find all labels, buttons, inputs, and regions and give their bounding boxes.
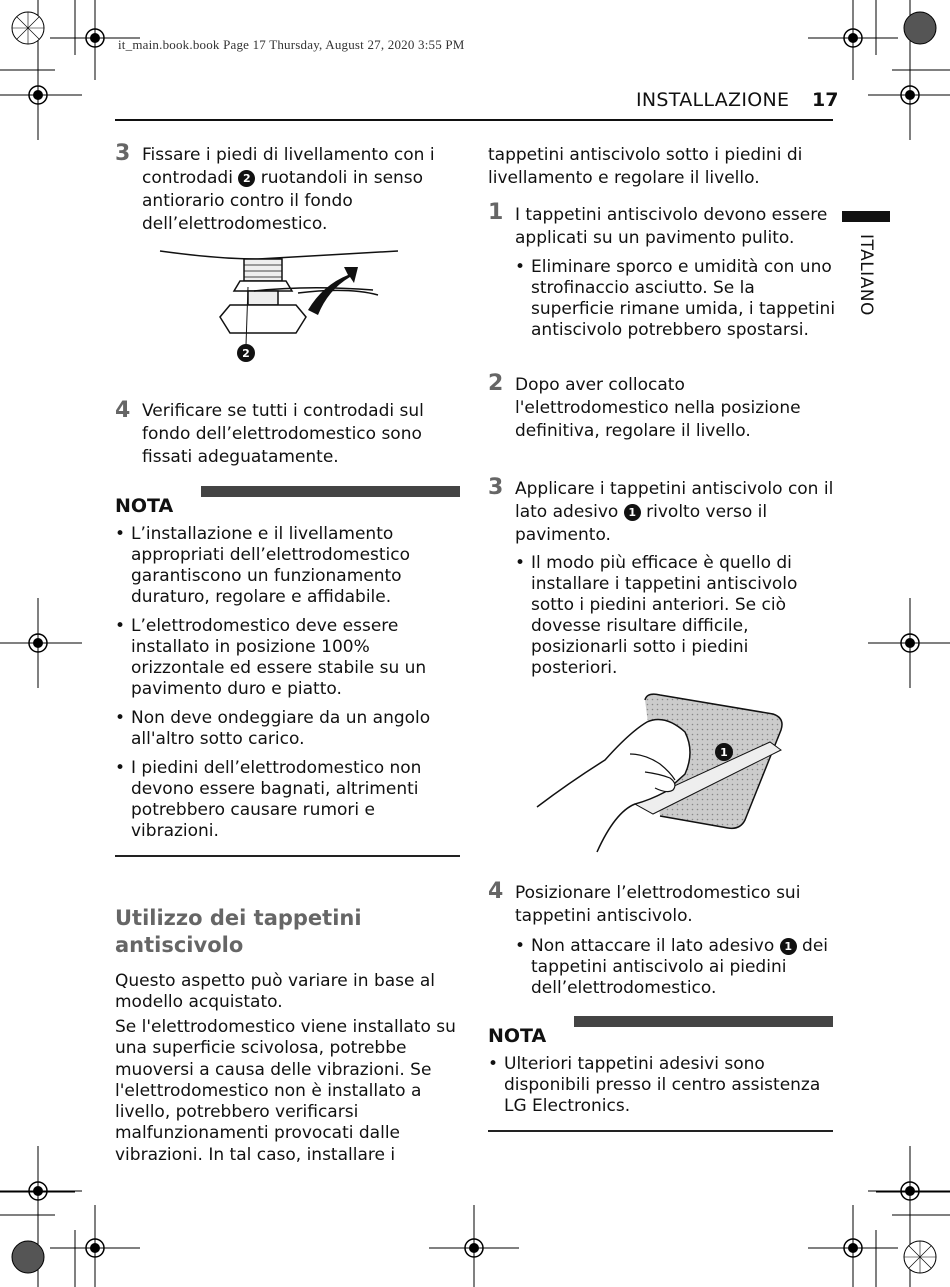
anti-slip-pad-illustration bbox=[535, 692, 795, 862]
nota-bar bbox=[574, 1016, 833, 1027]
step-number: 4 bbox=[488, 879, 504, 904]
section-header: INSTALLAZIONE bbox=[636, 89, 790, 111]
step-number: 3 bbox=[115, 141, 131, 166]
step-text: Applicare i tappetini antiscivolo con il lato adesivo 1 rivolto verso il pavimento. bbox=[515, 479, 834, 545]
step-text: Verificare se tutti i controdadi sul fondo dell’elettrodomestico sono fissati adeguatamente. bbox=[142, 401, 424, 467]
step-number: 1 bbox=[488, 200, 504, 225]
nota-end-rule bbox=[488, 1130, 833, 1132]
step-bullet: • Eliminare sporco e umidità con uno strofinaccio asciutto. Se la superficie rimane umida, i tappetini antiscivolo potrebbero spostarsi. bbox=[515, 257, 851, 341]
step-bullet: • Il modo più efficace è quello di installare i tappetini antiscivolo sotto i piedini anteriori. Se ciò dovesse risultare difficile, posizionarli sotto i piedini posteriori. bbox=[515, 553, 851, 679]
section-title: Utilizzo dei tappetini antiscivolo bbox=[115, 906, 362, 957]
nota-title: NOTA bbox=[488, 1025, 547, 1047]
nota-title: NOTA bbox=[115, 495, 174, 517]
nota-item: • Non deve ondeggiare da un angolo all'altro sotto carico. bbox=[115, 708, 471, 750]
paragraph: Se l'elettrodomestico viene installato su una superficie scivolosa, potrebbe muoversi a causa delle vibrazioni. Se l'elettrodomestico non è installato a livello, potrebbero verificarsi malfunzionamenti provocati dalle vibrazioni. In tal caso, installare i bbox=[115, 1017, 456, 1165]
step-text: I tappetini antiscivolo devono essere applicati su un pavimento pulito. bbox=[515, 205, 828, 248]
paragraph: tappetini antiscivolo sotto i piedini di livellamento e regolare il livello. bbox=[488, 145, 803, 188]
step-number: 3 bbox=[488, 475, 504, 500]
fig2-callout: 1 bbox=[720, 746, 728, 759]
nota-item: • L’installazione e il livellamento appropriati dell’elettrodomestico garantiscono un funzionamento duraturo, regolare e affidabile. bbox=[115, 524, 471, 608]
step-bullet: • Non attaccare il lato adesivo 1 dei tappetini antiscivolo ai piedini dell’elettrodomestico. bbox=[515, 936, 851, 999]
nota-end-rule bbox=[115, 855, 460, 857]
leveling-foot-illustration bbox=[158, 245, 398, 375]
page-number: 17 bbox=[812, 89, 839, 111]
callout-1: 1 bbox=[624, 504, 641, 521]
step-text: Fissare i piedi di livellamento con i controdadi 2 ruotandoli in senso antiorario contro il fondo dell’elettrodomestico. bbox=[142, 145, 435, 234]
nota-item: • L’elettrodomestico deve essere installato in posizione 100% orizzontale ed essere stabile su un pavimento duro e piatto. bbox=[115, 616, 471, 700]
nota-item: • I piedini dell’elettrodomestico non devono essere bagnati, altrimenti potrebbero causare rumori e vibrazioni. bbox=[115, 758, 471, 842]
callout-1: 1 bbox=[780, 938, 797, 955]
language-label: ITALIANO bbox=[856, 234, 876, 316]
header-rule bbox=[115, 119, 833, 121]
paragraph: Questo aspetto può variare in base al modello acquistato. bbox=[115, 971, 436, 1012]
fig1-callout: 2 bbox=[242, 347, 250, 360]
step-text: Dopo aver collocato l'elettrodomestico nella posizione definitiva, regolare il livello. bbox=[515, 375, 801, 441]
print-header: it_main.book.book Page 17 Thursday, August 27, 2020 3:55 PM bbox=[118, 37, 465, 52]
callout-2: 2 bbox=[238, 170, 255, 187]
language-tab bbox=[842, 211, 890, 222]
nota-bar bbox=[201, 486, 460, 497]
nota-item: • Ulteriori tappetini adesivi sono disponibili presso il centro assistenza LG Electronics. bbox=[488, 1054, 849, 1117]
step-number: 4 bbox=[115, 398, 131, 423]
step-text: Posizionare l’elettrodomestico sui tappetini antiscivolo. bbox=[515, 883, 801, 926]
step-number: 2 bbox=[488, 371, 504, 396]
